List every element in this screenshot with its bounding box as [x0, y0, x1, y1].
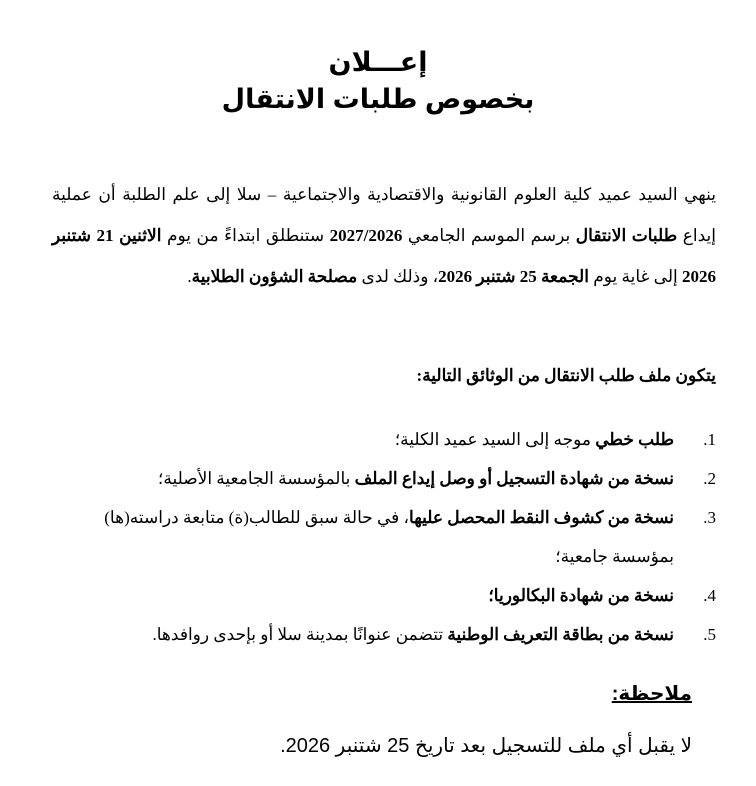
list-item	[56, 459, 716, 498]
list-item	[56, 420, 716, 459]
list-item-bold: نسخة من كشوف النقط المحصل عليها	[409, 508, 674, 527]
list-item	[56, 576, 716, 615]
list-item-number: 5.	[703, 625, 716, 644]
note-text: لا يقبل أي ملف للتسجيل بعد تاريخ 25 شتنبر 2026.	[280, 735, 692, 757]
intro-text-2: برسم الموسم الجامعي	[402, 226, 576, 245]
documents-list	[56, 420, 716, 654]
list-item-text: تتضمن عنوانًا بمدينة سلا أو بإحدى روافدها.	[152, 625, 448, 644]
intro-paragraph	[52, 174, 716, 297]
intro-bold-year: 2027/2026	[329, 226, 403, 245]
list-item-number: 4.	[703, 586, 716, 605]
list-item-bold: نسخة من بطاقة التعريف الوطنية	[447, 625, 674, 644]
announcement-subtitle: بخصوص طلبات الانتقال	[221, 84, 535, 114]
list-item-text: موجه إلى السيد عميد الكلية؛	[394, 430, 596, 449]
intro-text-4: إلى غاية يوم	[588, 267, 682, 286]
intro-text-3: ستنطلق ابتداءً من يوم	[161, 226, 330, 245]
intro-bold-end-date: الجمعة 25 شتنبر 2026	[438, 267, 589, 286]
list-item-number: 3.	[703, 508, 716, 527]
list-item-bold: نسخة من شهادة التسجيل أو وصل إيداع الملف	[354, 469, 674, 488]
documents-heading: يتكون ملف طلب الانتقال من الوثائق التالية:	[416, 366, 716, 385]
intro-text-1: ينهي السيد عميد كلية العلوم القانونية والاقتصادية والاجتماعية – سلا إلى علم الطلبة أن عملية إيداع	[52, 185, 716, 245]
intro-text-5: ، وذلك لدى	[357, 267, 439, 286]
intro-bold-office: مصلحة الشؤون الطلابية	[191, 267, 358, 286]
intro-bold-requests: طلبات الانتقال	[575, 226, 678, 245]
announcement-title: إعـــلان	[328, 47, 428, 77]
list-item	[56, 498, 716, 576]
intro-bold-start-date: الاثنين 21 شتنبر 2026	[52, 226, 716, 286]
note-heading: ملاحظة:	[611, 683, 692, 705]
list-item-number: 1.	[703, 430, 716, 449]
list-item-bold: طلب خطي	[595, 430, 674, 449]
list-item-text: ، في حالة سبق للطالب(ة) متابعة دراسته(ها) بمؤسسة جامعية؛	[104, 508, 674, 566]
list-item-number: 2.	[703, 469, 716, 488]
list-item-text: بالمؤسسة الجامعية الأصلية؛	[157, 469, 355, 488]
list-item	[56, 615, 716, 654]
list-item-bold: نسخة من شهادة البكالوريا؛	[488, 586, 674, 605]
intro-text-6: .	[187, 267, 192, 286]
